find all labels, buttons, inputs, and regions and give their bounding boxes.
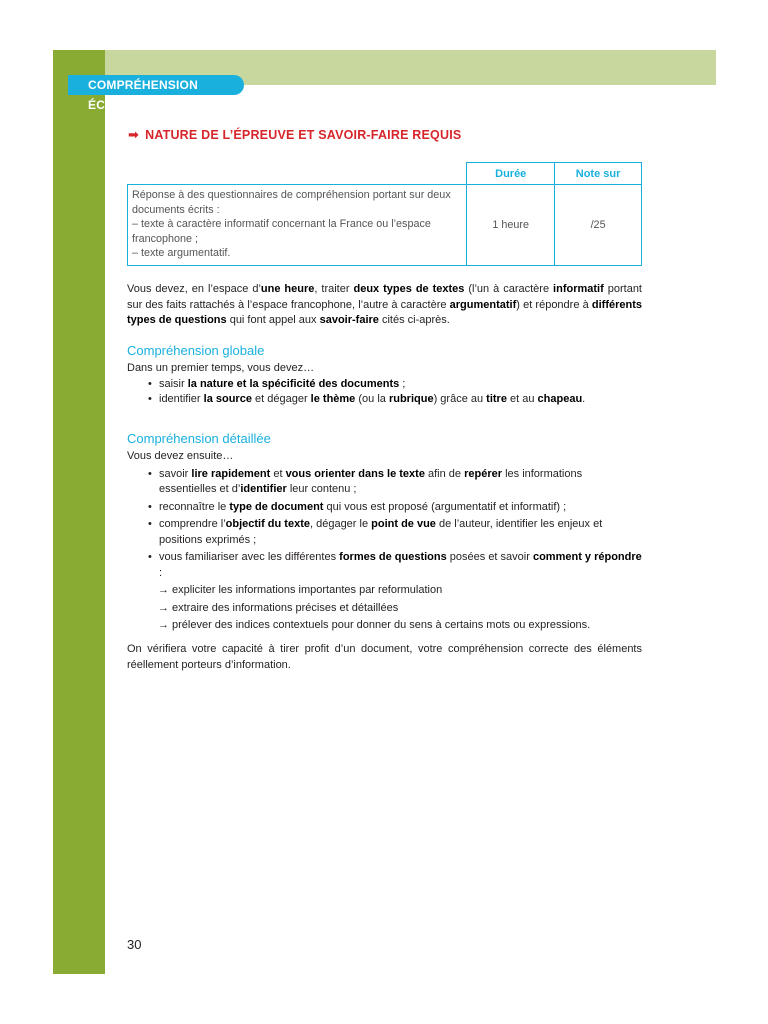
sub-list-item: → prélever des indices contextuels pour donner du sens à certains mots ou expressions. bbox=[127, 618, 642, 634]
table-desc-line: Réponse à des questionnaires de compréhension portant sur deux documents écrits : bbox=[132, 189, 451, 216]
page-number: 30 bbox=[127, 937, 142, 952]
left-green-bar bbox=[53, 50, 105, 974]
table-description bbox=[128, 185, 467, 266]
bullet-icon: • bbox=[148, 551, 152, 563]
table-desc-line: – texte à caractère informatif concernant la France ou l’espace francophone ; bbox=[132, 218, 431, 245]
globale-section bbox=[127, 361, 642, 408]
table-header-duree: Durée bbox=[467, 163, 555, 185]
arrow-right-icon: ➡ bbox=[128, 127, 140, 142]
list-item: • saisir la nature et la spécificité des documents ; bbox=[127, 377, 642, 393]
thin-arrow-icon: → bbox=[158, 601, 169, 614]
sub-list-item: → extraire des informations précises et détaillées bbox=[127, 601, 642, 617]
table-note-value: /25 bbox=[555, 185, 642, 266]
intro-paragraph: Vous devez, en l’espace d’une heure, traiter deux types de textes (l’un à caractère informatif portant sur des faits rattachés à l’espace francophone, l’autre à caractère argumentatif) et répondre à différents types de questions qui font appel aux savoir-faire cités ci-après. bbox=[127, 283, 643, 326]
bullet-icon: • bbox=[148, 467, 152, 480]
sub-list-item: → expliciter les informations importantes par reformulation bbox=[127, 583, 642, 599]
exam-table bbox=[127, 162, 642, 266]
table-header-note: Note sur bbox=[555, 163, 642, 185]
table-empty-header bbox=[128, 163, 467, 185]
list-item: • vous familiariser avec les différentes formes de questions posées et savoir comment y répondre : bbox=[148, 551, 642, 579]
subheading-detaillee: Compréhension détaillée bbox=[127, 431, 271, 446]
list-item: • comprendre l’objectif du texte, dégager le point de vue de l’auteur, identifier les enjeux et positions exprimés ; bbox=[148, 518, 603, 546]
list-item: • savoir lire rapidement et vous orienter dans le texte afin de repérer les informations essentielles et d’identifier leur contenu ; bbox=[148, 467, 583, 495]
list-item: • reconnaître le type de document qui vous est proposé (argumentatif et informatif) ; bbox=[127, 500, 642, 516]
thin-arrow-icon: → bbox=[158, 584, 169, 596]
subheading-globale: Compréhension globale bbox=[127, 343, 265, 358]
bullet-icon: • bbox=[148, 393, 152, 405]
detaillee-lead: Vous devez ensuite… bbox=[127, 450, 234, 462]
bullet-icon: • bbox=[148, 500, 152, 513]
table-duree-value: 1 heure bbox=[467, 185, 555, 266]
section-heading-text: NATURE DE L’ÉPREUVE ET SAVOIR-FAIRE REQUIS bbox=[145, 128, 462, 142]
bullet-icon: • bbox=[148, 518, 152, 530]
section-tab: COMPRÉHENSION ÉCRITE bbox=[68, 75, 244, 95]
list-item: • identifier la source et dégager le thème (ou la rubrique) grâce au titre et au chapeau. bbox=[127, 392, 642, 408]
globale-lead: Dans un premier temps, vous devez… bbox=[127, 362, 315, 374]
table-desc-line: – texte argumentatif. bbox=[132, 247, 231, 259]
detaillee-section bbox=[127, 449, 642, 634]
section-heading bbox=[128, 127, 461, 143]
bullet-icon: • bbox=[148, 377, 152, 390]
thin-arrow-icon: → bbox=[158, 619, 169, 631]
conclusion-paragraph: On vérifiera votre capacité à tirer profit d’un document, votre compréhension correcte des éléments réellement porteurs d’information. bbox=[127, 643, 642, 671]
